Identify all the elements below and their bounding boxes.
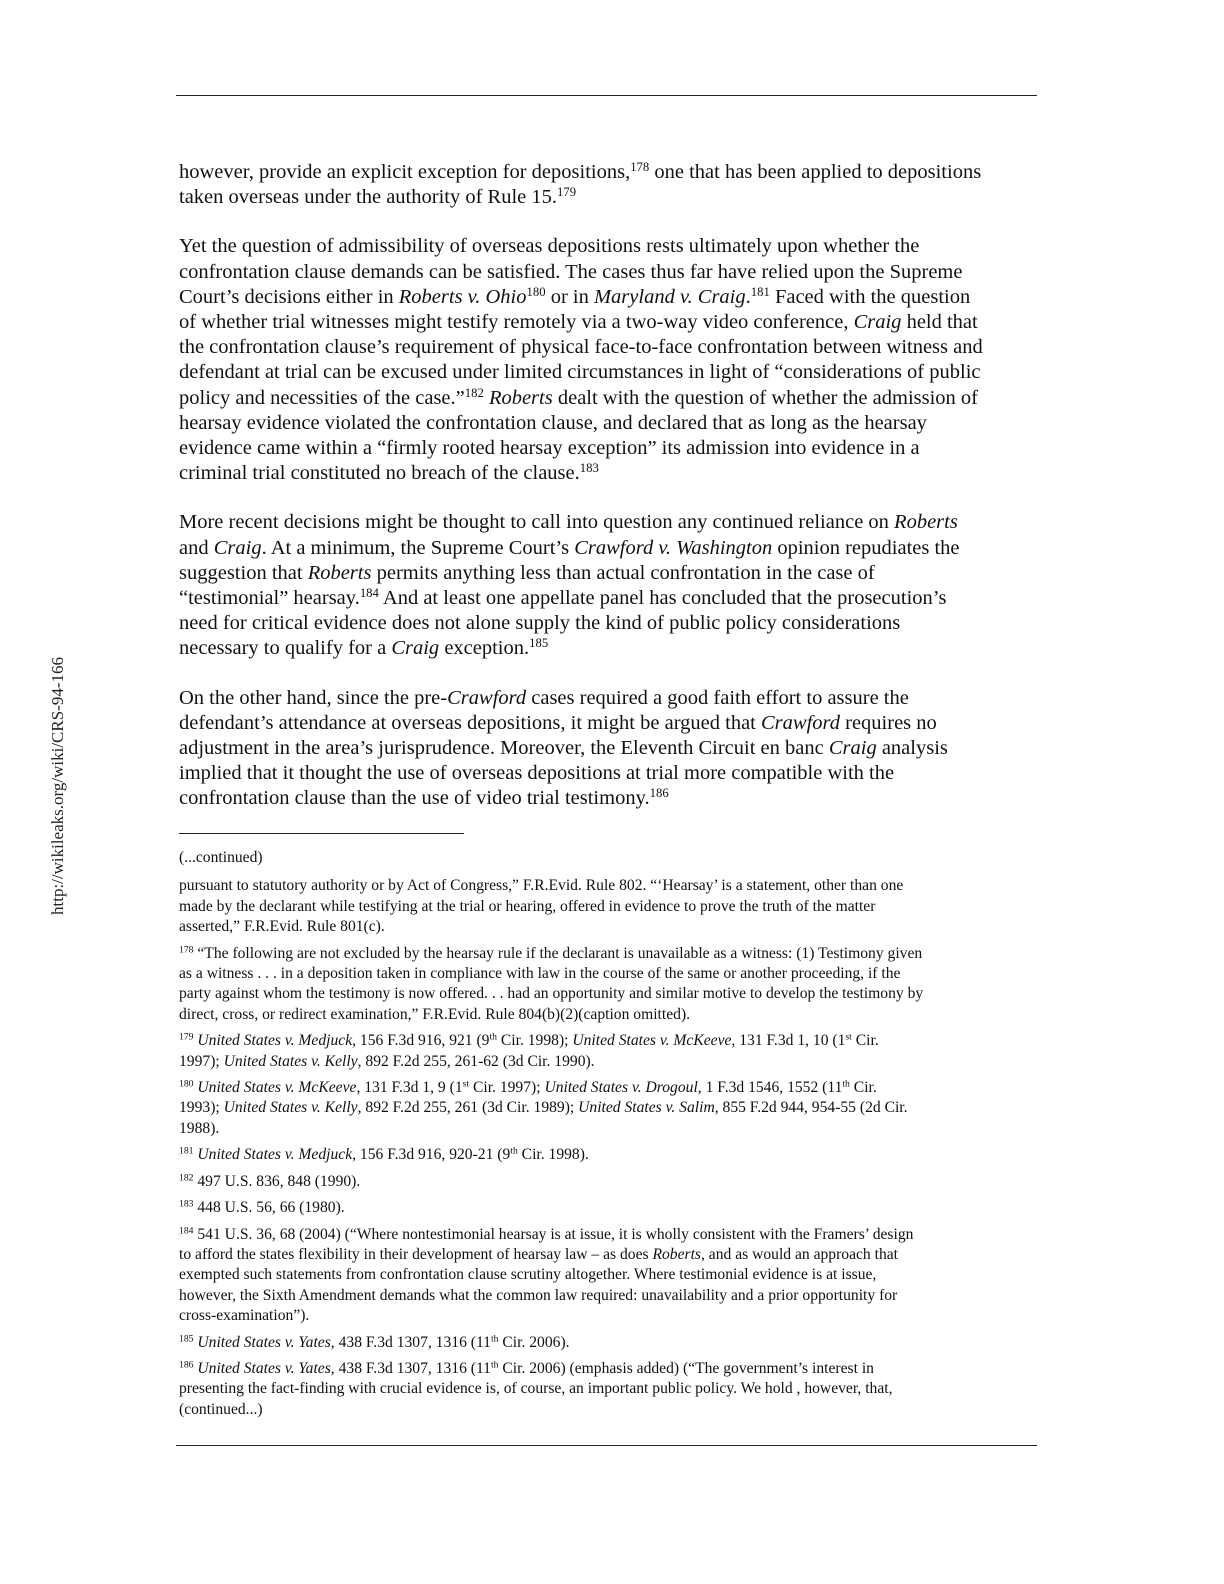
footnote-ref-179[interactable]: 179 (557, 185, 577, 200)
footnote-ref-180[interactable]: 180 (526, 284, 546, 299)
paragraph-2: Yet the question of admissibility of overseas depositions rests ultimately upon whether the confrontation clause demands can be satisfied. The cases thus far have relied upon the Supreme Court’s decisions either in Roberts v. Ohio$^{180}$ or in Maryland v. Craig.$^{181}$ Faced with the question of whether trial witnesses might testify remotely via a two-way video conference, Craig held that the confrontation clause’s requirement of physical face-to-face confrontation between witness and defendant at trial can be excused under limited circumstances in light of “considerations of public policy and necessities of the case.”$^{182}$ Roberts dealt with the question of whether the admission of hearsay evidence violated the confrontation clause, and declared that as long as the hearsay evidence came within a “firmly rooted hearsay exception” its admission into evidence in a criminal trial constituted no breach of the clause.$^{183}$ (179, 235, 983, 485)
header-rule (176, 95, 1037, 96)
footnote-179: $^{179}$ United States v. Medjuck, 156 F.3d 916, 921 (9th Cir. 1998); United States v. McKeeve, 131 F.3d 1, 10 (1st Cir. 1997); United States v. Kelly, 892 F.2d 255, 261-62 (3d Cir. 1990). (179, 1031, 879, 1070)
footnote-ref-186[interactable]: 186 (649, 786, 669, 801)
footnote-186: $^{186}$ United States v. Yates, 438 F.3d 1307, 1316 (11th Cir. 2006) (emphasis added) (“The government’s interest in presenting the fact-finding with crucial evidence is, of course, an important public policy. We hold , however, that, (continued...) (179, 1359, 893, 1418)
footnotes (179, 848, 1039, 1426)
footnote-ref-185[interactable]: 185 (529, 636, 549, 651)
paragraph-4: On the other hand, since the pre-Crawford cases required a good faith effort to assure the defendant’s attendance at overseas depositions, it might be argued that Crawford requires no adjustment in the area’s jurisprudence. Moreover, the Eleventh Circuit en banc Craig analysis implied that it thought the use of overseas depositions at trial more compatible with the confrontation clause than the use of video trial testimony.$^{186}$ (179, 686, 948, 810)
footnote-182: $^{182}$ 497 U.S. 836, 848 (1990). (179, 1172, 361, 1190)
footnote-continued: pursuant to statutory authority or by Act of Congress,” F.R.Evid. Rule 802. “‘Hearsay’ is a statement, other than one made by the declarant while testifying at the trial or hearing, offered in evidence to prove the truth of the matter asserted,” F.R.Evid. Rule 801(c). (179, 877, 904, 936)
paragraph-1: however, provide an explicit exception for depositions,$^{178}$ one that has been applied to depositions taken overseas under the authority of Rule 15.$^{179}$ (179, 160, 982, 209)
footnote-180: $^{180}$ United States v. McKeeve, 131 F.3d 1, 9 (1st Cir. 1997); United States v. Drogoul, 1 F.3d 1546, 1552 (11th Cir. 1993); United States v. Kelly, 892 F.2d 255, 261 (3d Cir. 1989); United States v. Salim, 855 F.2d 944, 954-55 (2d Cir. 1988). (179, 1078, 908, 1137)
footnote-ref-178[interactable]: 178 (630, 160, 650, 175)
footnote-183: $^{183}$ 448 U.S. 56, 66 (1980). (179, 1198, 345, 1217)
footnote-ref-181[interactable]: 181 (750, 284, 770, 299)
footnote-separator (179, 833, 464, 834)
footnote-ref-183[interactable]: 183 (579, 461, 599, 476)
footnote-185: $^{185}$ United States v. Yates, 438 F.3d 1307, 1316 (11th Cir. 2006). (179, 1333, 570, 1351)
paragraph-3: More recent decisions might be thought to call into question any continued reliance on Roberts and Craig. At a minimum, the Supreme Court’s Crawford v. Washington opinion repudiates the suggestion that Roberts permits anything less than actual confrontation in the case of “testimonial” hearsay.$^{184}$ And at least one appellate panel has concluded that the prosecution’s need for critical evidence does not alone supply the kind of public policy considerations necessary to qualify for a Craig exception.$^{185}$ (179, 511, 960, 660)
footnote-184: $^{184}$ 541 U.S. 36, 68 (2004) (“Where nontestimonial hearsay is at issue, it is wholly consistent with the Framers’ design to afford the states flexibility in their development of hearsay law – as does Roberts, and as would an approach that exempted such statements from confrontation clause scrutiny altogether. Where testimonial evidence is at issue, however, the Sixth Amendment demands what the common law required: unavailability and a prior opportunity for cross-examination”). (179, 1225, 914, 1325)
footnote-ref-182[interactable]: 182 (464, 385, 484, 400)
footnote-181: $^{181}$ United States v. Medjuck, 156 F.3d 916, 920-21 (9th Cir. 1998). (179, 1145, 589, 1164)
source-url: http://wikileaks.org/wiki/CRS-94-166 (48, 657, 67, 915)
footnote-178: $^{178}$ “The following are not excluded by the hearsay rule if the declarant is unavailable as a witness: (1) Testimony given as a witness . . . in a deposition taken in compliance with law in the course of the same or another proceeding, if the party against whom the testimony is now offered. . . had an opportunity and similar motive to develop the testimony by direct, cross, or redirect examination,” F.R.Evid. Rule 804(b)(2)(caption omitted). (179, 944, 924, 1023)
body-text (179, 160, 1039, 836)
footnote-continued-label: (...continued) (179, 849, 263, 866)
footer-rule (176, 1445, 1037, 1446)
footnote-ref-184[interactable]: 184 (359, 586, 379, 601)
